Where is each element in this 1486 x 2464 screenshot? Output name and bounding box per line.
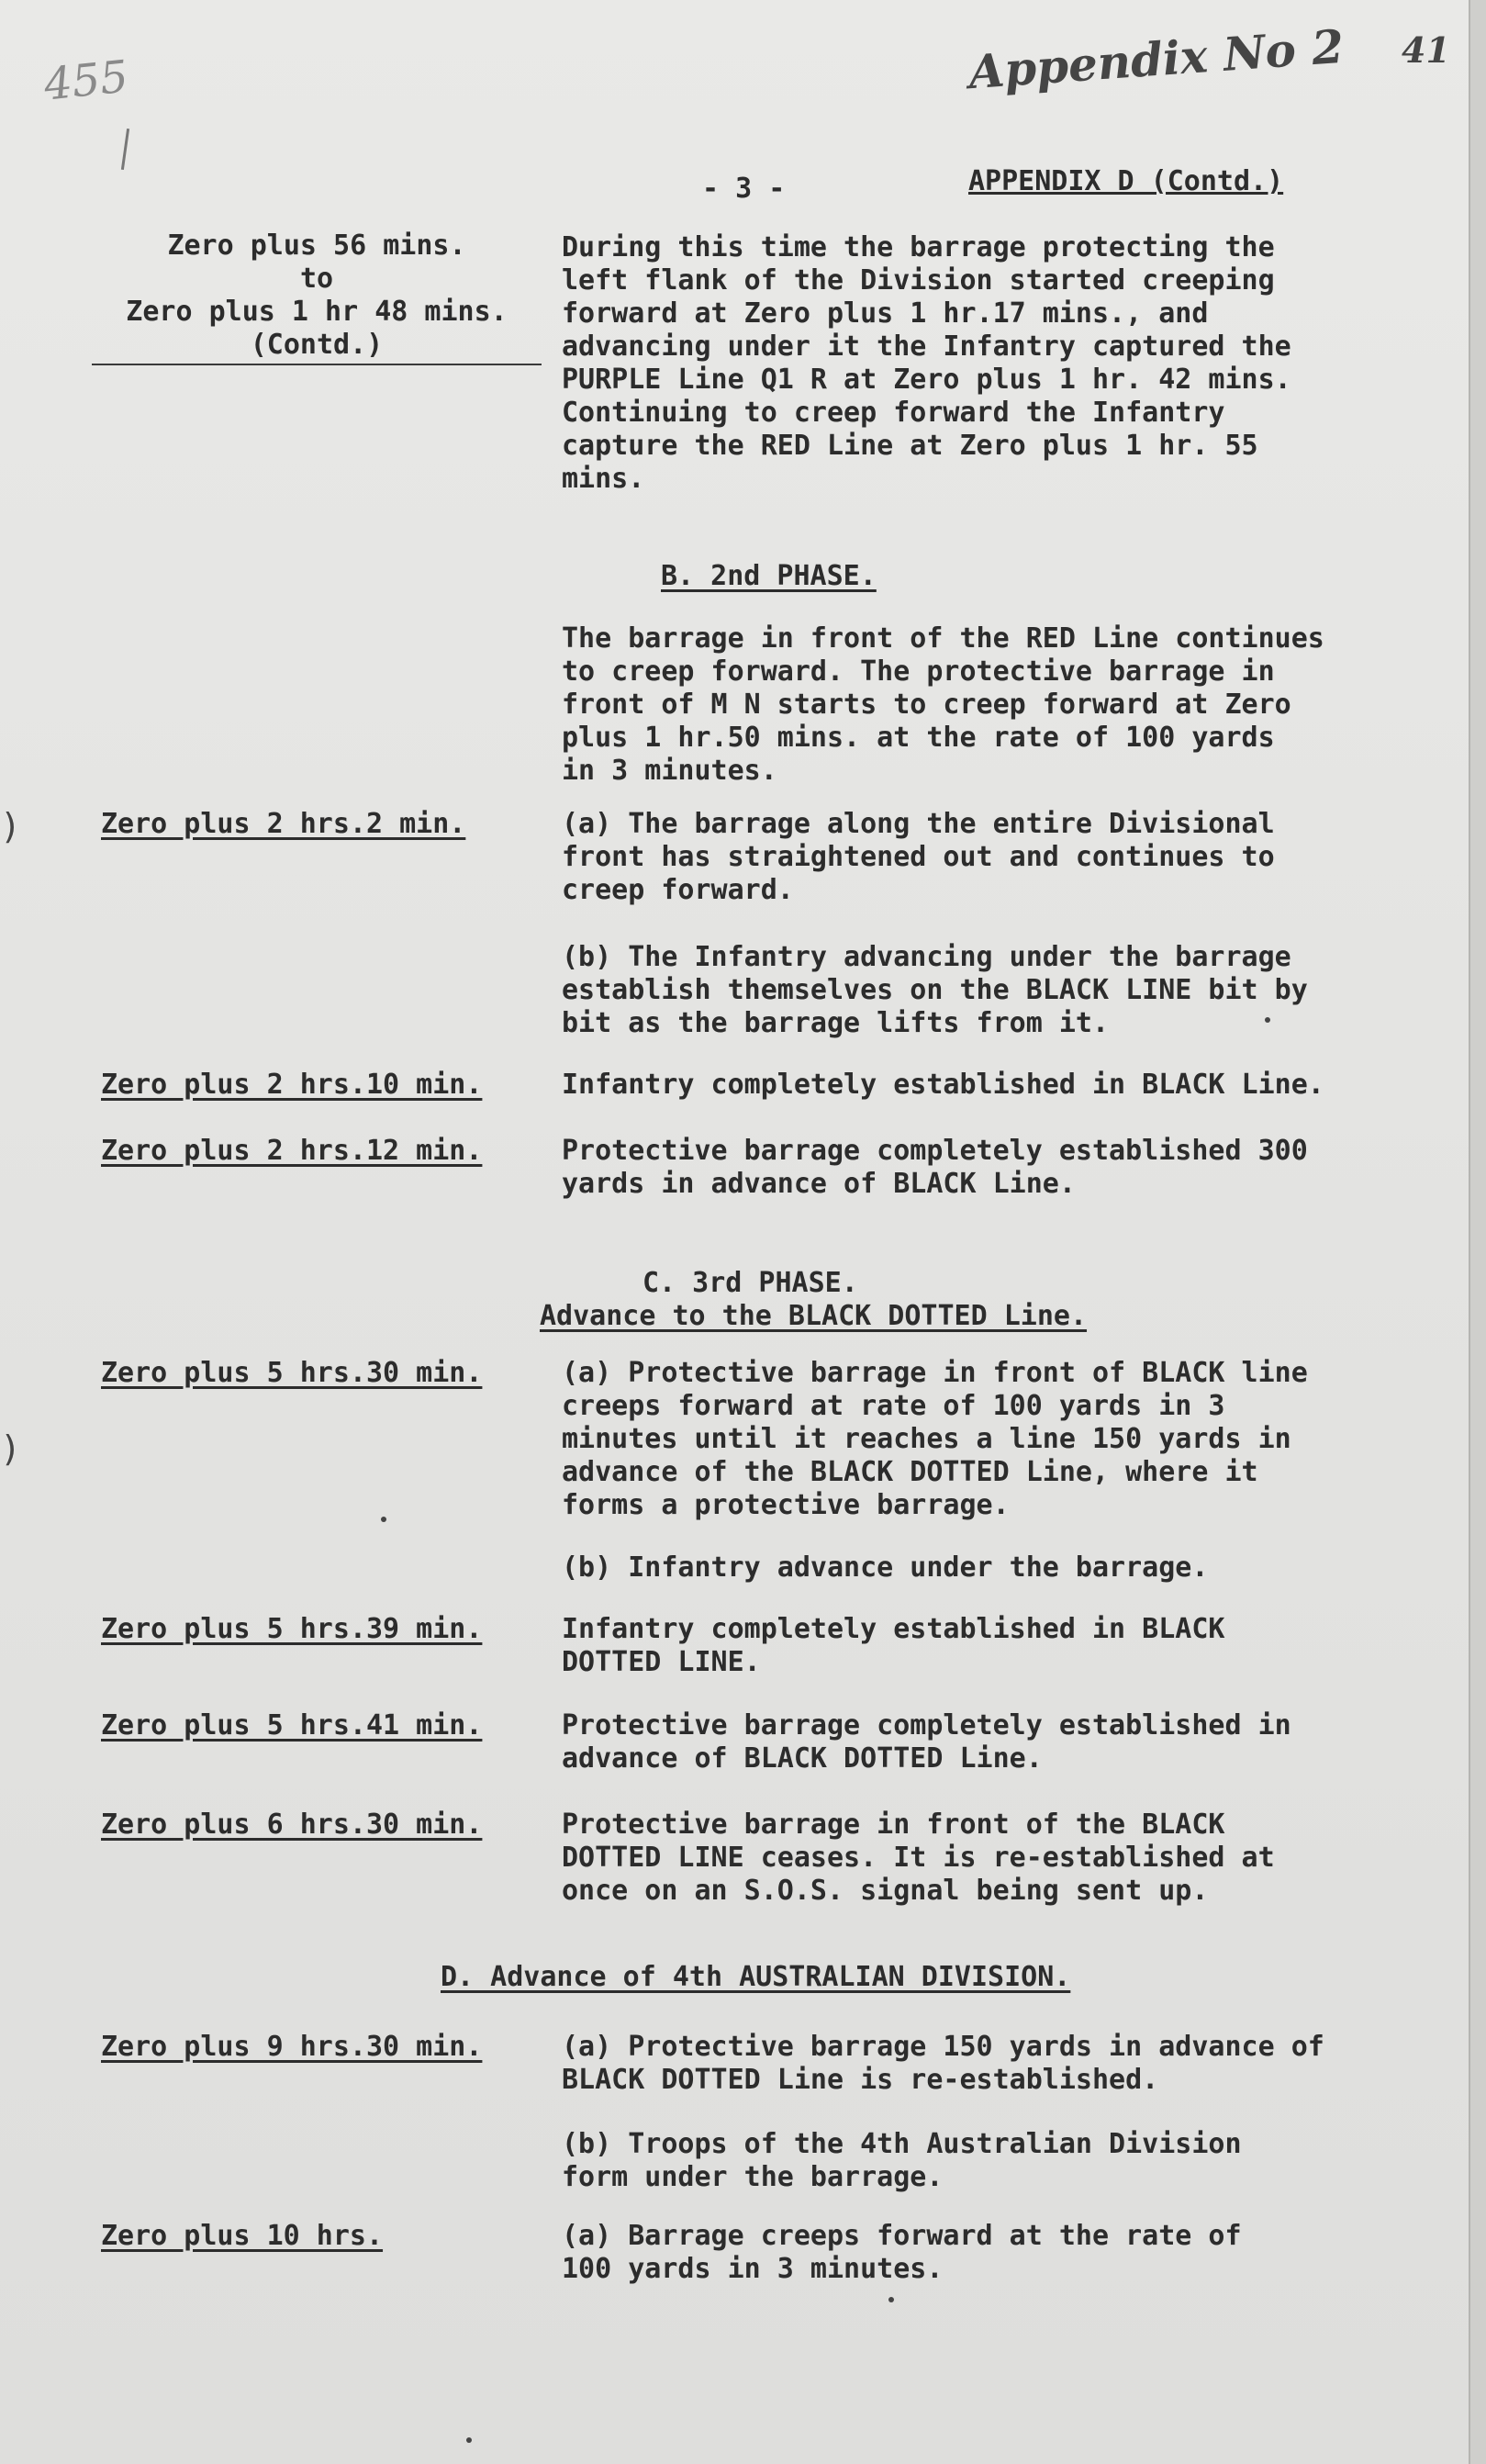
entry-text: Protective barrage completely established 300 yards in advance of BLACK Line. xyxy=(562,1135,1308,1200)
time-line-4: (Contd.) xyxy=(92,329,542,365)
entry-text: Protective barrage completely established in advance of BLACK DOTTED Line. xyxy=(562,1709,1291,1775)
time-label: Zero plus 5 hrs.39 min. xyxy=(101,1613,483,1645)
handwritten-folio-number: 455 xyxy=(41,50,131,111)
time-label: Zero plus 2 hrs.12 min. xyxy=(101,1135,483,1167)
time-label: Zero plus 6 hrs.30 min. xyxy=(101,1809,483,1841)
margin-mark: ) xyxy=(0,806,21,846)
entry-text: Protective barrage in front of the BLACK DOTTED LINE ceases. It is re-established at once on an S.O.S. signal being sent up. xyxy=(562,1809,1275,1907)
ink-speck xyxy=(888,2297,894,2302)
page-number: - 3 - xyxy=(702,173,786,205)
handwritten-appendix-note: Appendix No 2 xyxy=(966,18,1346,100)
phase-b-text: The barrage in front of the RED Line continues to creep forward. The protective barrage in front of M N starts to creep forward at Zero plus 1 hr.50 mins. at the rate of 100 yards in 3 minutes. xyxy=(562,622,1324,787)
entry-text: (b) Infantry advance under the barrage. xyxy=(562,1551,1209,1584)
entry-text: (a) Protective barrage 150 yards in advance of BLACK DOTTED Line is re-established. xyxy=(562,2031,1324,2096)
entry-text: (a) The barrage along the entire Divisional front has straightened out and continues to creep forward. xyxy=(562,808,1275,906)
time-line-2: to xyxy=(299,263,334,295)
entry-text: (b) The Infantry advancing under the barrage establish themselves on the BLACK LINE bit by bit as the barrage lifts from it. xyxy=(562,941,1308,1039)
phase-c-heading-line1: C. 3rd PHASE. xyxy=(642,1267,858,1299)
entry-text: (a) Barrage creeps forward at the rate of 100 yards in 3 minutes. xyxy=(562,2220,1242,2285)
block1-text: During this time the barrage protecting the left flank of the Division started creeping forward at Zero plus 1 hr.17 mins., and advancing under it the Infantry captured the PURPLE Line Q1 R at Zero plus 1 hr. 42 mins. Continuing to creep forward the Infantry capture the RED Line at Zero plus 1 hr. 55 mins. xyxy=(562,231,1291,495)
time-line-1: Zero plus 56 mins. xyxy=(167,230,466,262)
phase-b-heading: B. 2nd PHASE. xyxy=(661,560,877,592)
appendix-title: APPENDIX D (Contd.) xyxy=(968,165,1284,197)
entry-text: Infantry completely established in BLACK Line. xyxy=(562,1069,1324,1101)
time-label: Zero plus 2 hrs.2 min. xyxy=(101,808,466,840)
time-label: Zero plus 5 hrs.30 min. xyxy=(101,1357,483,1389)
page-edge xyxy=(1469,0,1486,2464)
time-label: Zero plus 5 hrs.41 min. xyxy=(101,1709,483,1742)
handwritten-page-number: 41 xyxy=(1402,29,1450,71)
time-line-3: Zero plus 1 hr 48 mins. xyxy=(126,296,508,328)
pencil-mark xyxy=(121,129,129,170)
time-range-label xyxy=(92,230,542,365)
ink-speck xyxy=(466,2437,472,2443)
entry-text: (a) Protective barrage in front of BLACK line creeps forward at rate of 100 yards in 3 minutes until it reaches a line 150 yards in advance of the BLACK DOTTED Line, where it forms a protective barrage. xyxy=(562,1357,1308,1521)
ink-speck xyxy=(381,1517,386,1522)
phase-c-heading-line2: Advance to the BLACK DOTTED Line. xyxy=(540,1300,1088,1332)
entry-text: (b) Troops of the 4th Australian Division form under the barrage. xyxy=(562,2128,1242,2193)
time-label: Zero plus 9 hrs.30 min. xyxy=(101,2031,483,2063)
phase-d-heading: D. Advance of 4th AUSTRALIAN DIVISION. xyxy=(441,1961,1071,1993)
time-label: Zero plus 2 hrs.10 min. xyxy=(101,1069,483,1101)
entry-text: Infantry completely established in BLACK DOTTED LINE. xyxy=(562,1613,1225,1678)
time-label: Zero plus 10 hrs. xyxy=(101,2220,384,2252)
margin-mark: ) xyxy=(0,1428,21,1469)
ink-speck xyxy=(1265,1017,1270,1023)
